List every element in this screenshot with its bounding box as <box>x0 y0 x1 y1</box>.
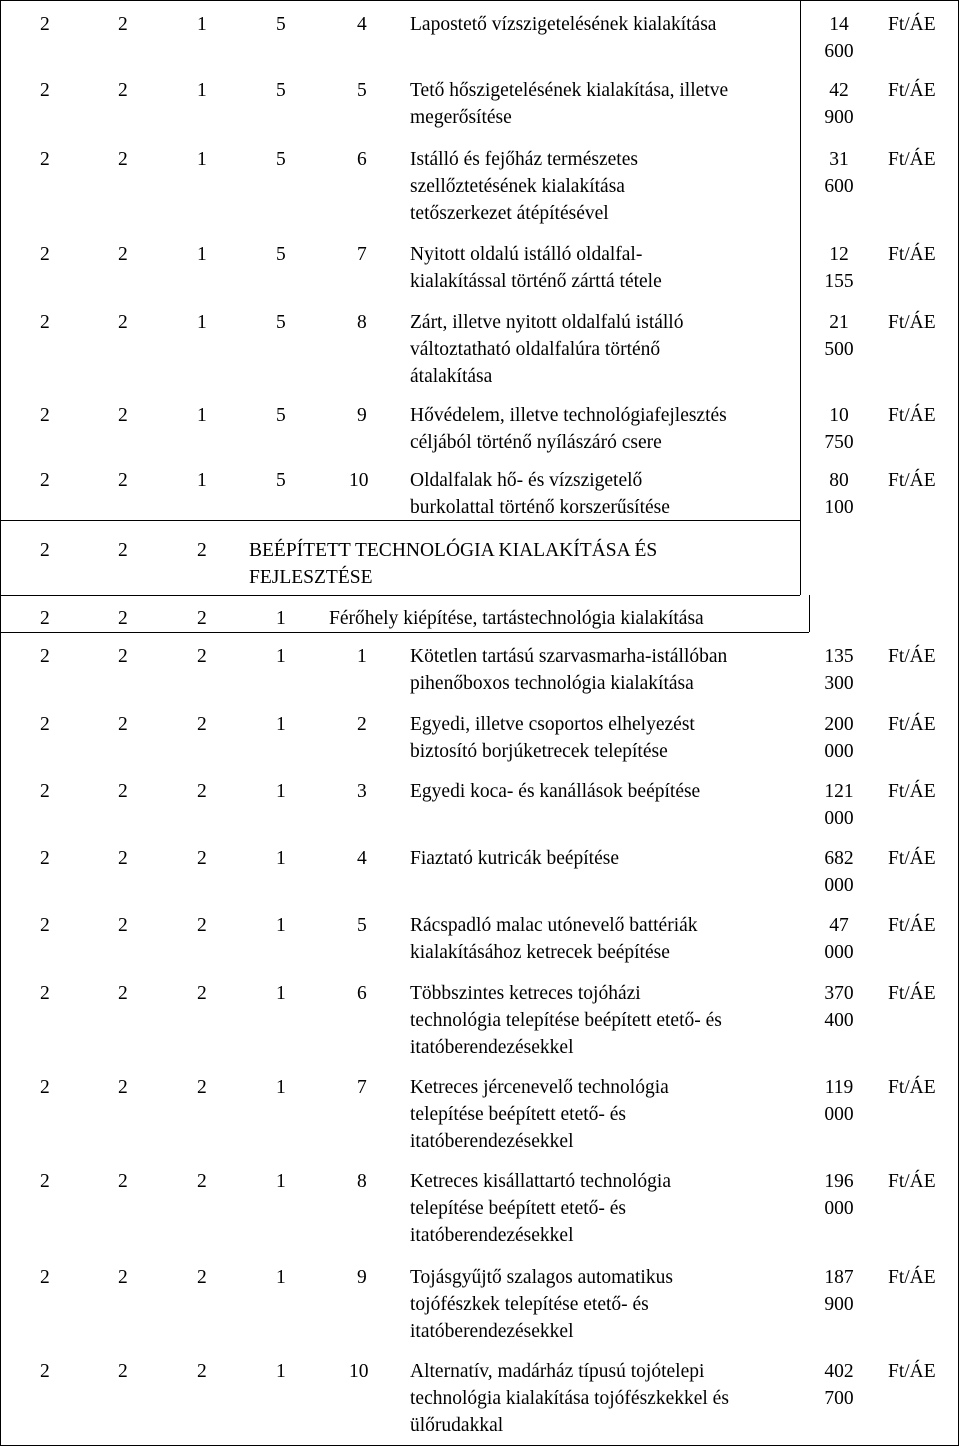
unit: Ft/ÁE <box>888 714 936 735</box>
code-4: 5 <box>276 312 286 333</box>
amount: 12 155 <box>824 244 854 292</box>
code-2: 2 <box>118 848 128 869</box>
description: Kötetlen tartású szarvasmarha-istállóban pihenőboxos technológia kialakítása <box>410 646 728 694</box>
amount: 31 600 <box>824 149 854 197</box>
code-5: 9 <box>357 1267 367 1288</box>
code-1: 2 <box>40 149 50 170</box>
unit: Ft/ÁE <box>888 781 936 802</box>
code-3: 2 <box>197 608 207 629</box>
description: Rácspadló malac utónevelő battériák kialakításához ketrecek beépítése <box>410 915 698 963</box>
code-5: 3 <box>357 781 367 802</box>
description: Istálló és fejőház természetes szellőztetésének kialakítása tetőszerkezet átépítésével <box>410 149 638 224</box>
code-3: 2 <box>197 1077 207 1098</box>
description: Egyedi koca- és kanállások beépítése <box>410 781 701 802</box>
amount: 200 000 <box>824 714 854 762</box>
amount: 47 000 <box>824 915 854 963</box>
unit: Ft/ÁE <box>888 312 936 333</box>
code-2: 2 <box>118 781 128 802</box>
code-2: 2 <box>118 405 128 426</box>
code-4: 5 <box>276 470 286 491</box>
amount: 80 100 <box>824 470 854 518</box>
unit: Ft/ÁE <box>888 915 936 936</box>
amount: 135 300 <box>824 646 854 694</box>
code-1: 2 <box>40 312 50 333</box>
code-3: 1 <box>197 244 207 265</box>
code-2: 2 <box>118 312 128 333</box>
code-2: 2 <box>118 608 128 629</box>
unit: Ft/ÁE <box>888 1171 936 1192</box>
code-5: 8 <box>357 1171 367 1192</box>
code-5: 7 <box>357 1077 367 1098</box>
code-1: 2 <box>40 714 50 735</box>
code-1: 2 <box>40 540 50 561</box>
amount: 42 900 <box>824 80 854 128</box>
code-5: 1 <box>357 646 367 667</box>
code-1: 2 <box>40 915 50 936</box>
code-5: 4 <box>357 14 367 35</box>
amount: 121 000 <box>824 781 854 829</box>
unit: Ft/ÁE <box>888 405 936 426</box>
code-5: 4 <box>357 848 367 869</box>
description: Hővédelem, illetve technológiafejlesztés céljából történő nyílászáró csere <box>410 405 727 453</box>
code-3: 1 <box>197 14 207 35</box>
description: Nyitott oldalú istálló oldalfal- kialakítással történő zárttá tétele <box>410 244 662 292</box>
code-2: 2 <box>118 80 128 101</box>
code-1: 2 <box>40 244 50 265</box>
code-5: 9 <box>357 405 367 426</box>
code-3: 1 <box>197 405 207 426</box>
description: Oldalfalak hő- és vízszigetelő burkolattal történő korszerűsítése <box>410 470 670 518</box>
right-border <box>809 595 810 632</box>
code-4: 1 <box>276 915 286 936</box>
code-3: 1 <box>197 149 207 170</box>
code-4: 5 <box>276 80 286 101</box>
code-5: 5 <box>357 915 367 936</box>
amount: 14 600 <box>824 14 854 62</box>
unit: Ft/ÁE <box>888 14 936 35</box>
unit: Ft/ÁE <box>888 470 936 491</box>
code-2: 2 <box>118 646 128 667</box>
code-1: 2 <box>40 470 50 491</box>
code-5: 2 <box>357 714 367 735</box>
code-2: 2 <box>118 1171 128 1192</box>
code-4: 1 <box>276 608 286 629</box>
code-4: 1 <box>276 714 286 735</box>
code-1: 2 <box>40 405 50 426</box>
code-3: 2 <box>197 848 207 869</box>
code-2: 2 <box>118 14 128 35</box>
amount: 196 000 <box>824 1171 854 1219</box>
amount: 21 500 <box>824 312 854 360</box>
unit: Ft/ÁE <box>888 983 936 1004</box>
code-4: 1 <box>276 781 286 802</box>
code-2: 2 <box>118 915 128 936</box>
subsection-heading: Férőhely kiépítése, tartástechnológia kialakítása <box>329 608 704 629</box>
code-4: 1 <box>276 1077 286 1098</box>
code-3: 2 <box>197 781 207 802</box>
code-2: 2 <box>118 470 128 491</box>
code-1: 2 <box>40 608 50 629</box>
code-5: 10 <box>349 470 369 491</box>
code-3: 2 <box>197 646 207 667</box>
code-4: 5 <box>276 14 286 35</box>
code-3: 2 <box>197 915 207 936</box>
code-5: 7 <box>357 244 367 265</box>
code-1: 2 <box>40 14 50 35</box>
amount: 119 000 <box>824 1077 854 1125</box>
right-border <box>958 0 959 1446</box>
code-3: 1 <box>197 80 207 101</box>
code-3: 1 <box>197 312 207 333</box>
description: Többszintes ketreces tojóházi technológia telepítése beépített etető- és itatóberendezésekkel <box>410 983 722 1058</box>
code-3: 2 <box>197 1267 207 1288</box>
code-1: 2 <box>40 1171 50 1192</box>
code-2: 2 <box>118 540 128 561</box>
code-1: 2 <box>40 646 50 667</box>
code-1: 2 <box>40 1361 50 1382</box>
code-1: 2 <box>40 848 50 869</box>
code-4: 1 <box>276 646 286 667</box>
section-heading: BEÉPÍTETT TECHNOLÓGIA KIALAKÍTÁSA ÉS FEJLESZTÉSE <box>249 540 658 588</box>
unit: Ft/ÁE <box>888 848 936 869</box>
code-2: 2 <box>118 714 128 735</box>
code-1: 2 <box>40 781 50 802</box>
code-2: 2 <box>118 983 128 1004</box>
code-4: 1 <box>276 1267 286 1288</box>
description: Lapostető vízszigetelésének kialakítása <box>410 14 717 35</box>
code-4: 5 <box>276 405 286 426</box>
code-5: 6 <box>357 983 367 1004</box>
code-4: 5 <box>276 149 286 170</box>
code-2: 2 <box>118 149 128 170</box>
row-divider <box>0 595 800 596</box>
code-5: 5 <box>357 80 367 101</box>
code-4: 5 <box>276 244 286 265</box>
amount: 10 750 <box>824 405 854 453</box>
unit: Ft/ÁE <box>888 646 936 667</box>
code-2: 2 <box>118 1267 128 1288</box>
unit: Ft/ÁE <box>888 80 936 101</box>
code-4: 1 <box>276 848 286 869</box>
unit: Ft/ÁE <box>888 244 936 265</box>
unit: Ft/ÁE <box>888 149 936 170</box>
description: Alternatív, madárház típusú tojótelepi technológia kialakítása tojófészkekkel és ülőrudakkal <box>410 1361 729 1436</box>
description: Ketreces kisállattartó technológia telepítése beépített etető- és itatóberendezésekkel <box>410 1171 671 1246</box>
description: Tojásgyűjtő szalagos automatikus tojófészkek telepítése etető- és itatóberendezésekkel <box>410 1267 673 1342</box>
code-2: 2 <box>118 1361 128 1382</box>
amount: 370 400 <box>824 983 854 1031</box>
amount: 402 700 <box>824 1361 854 1409</box>
description: Ketreces jércenevelő technológia telepítése beépített etető- és itatóberendezésekkel <box>410 1077 669 1152</box>
code-3: 2 <box>197 983 207 1004</box>
description: Egyedi, illetve csoportos elhelyezést biztosító borjúketrecek telepítése <box>410 714 695 762</box>
description: Zárt, illetve nyitott oldalfalú istálló változtatható oldalfalúra történő átalakítása <box>410 312 684 387</box>
code-1: 2 <box>40 80 50 101</box>
code-3: 2 <box>197 714 207 735</box>
code-3: 2 <box>197 1171 207 1192</box>
code-1: 2 <box>40 1077 50 1098</box>
code-4: 1 <box>276 983 286 1004</box>
row-divider <box>0 632 809 633</box>
code-5: 10 <box>349 1361 369 1382</box>
code-5: 8 <box>357 312 367 333</box>
amount: 682 000 <box>824 848 854 896</box>
code-2: 2 <box>118 244 128 265</box>
code-3: 1 <box>197 470 207 491</box>
description: Fiaztató kutricák beépítése <box>410 848 619 869</box>
code-2: 2 <box>118 1077 128 1098</box>
amount: 187 900 <box>824 1267 854 1315</box>
unit: Ft/ÁE <box>888 1361 936 1382</box>
unit: Ft/ÁE <box>888 1267 936 1288</box>
code-3: 2 <box>197 1361 207 1382</box>
code-1: 2 <box>40 983 50 1004</box>
code-5: 6 <box>357 149 367 170</box>
code-4: 1 <box>276 1361 286 1382</box>
description: Tető hőszigetelésének kialakítása, illetve megerősítése <box>410 80 729 128</box>
unit: Ft/ÁE <box>888 1077 936 1098</box>
code-3: 2 <box>197 540 207 561</box>
code-4: 1 <box>276 1171 286 1192</box>
code-1: 2 <box>40 1267 50 1288</box>
